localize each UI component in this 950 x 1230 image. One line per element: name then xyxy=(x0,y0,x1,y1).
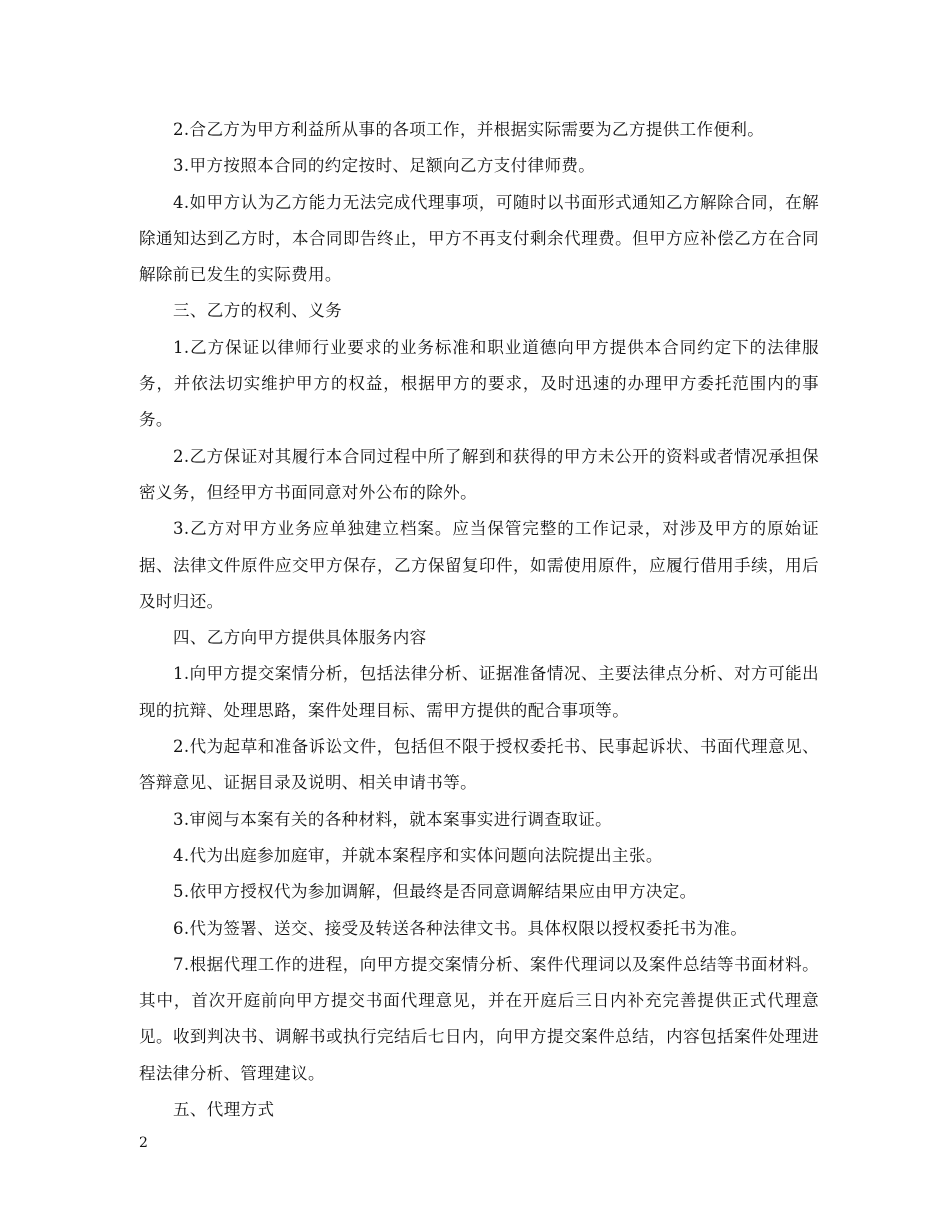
paragraph-c5: 5.依甲方授权代为参加调解，但最终是否同意调解结果应由甲方决定。 xyxy=(173,882,697,902)
paragraph-b3: 3.乙方对甲方业务应单独建立档案。应当保管完整的工作记录，对涉及甲方的原始证据、法律文件原件应交甲方保存，乙方保留复印件，如需使用原件，应履行借用手续，用后及时归还。 xyxy=(139,519,819,611)
document-body xyxy=(139,112,819,1128)
paragraph-a4: 4.如甲方认为乙方能力无法完成代理事项，可随时以书面形式通知乙方解除合同，在解除通知达到乙方时，本合同即告终止，甲方不再支付剩余代理费。但甲方应补偿乙方在合同解除前已发生的实际费用。 xyxy=(139,192,819,285)
section-heading-4: 四、乙方向甲方提供具体服务内容 xyxy=(173,628,427,648)
paragraph-a2: 2.合乙方为甲方利益所从事的各项工作，并根据实际需要为乙方提供工作便利。 xyxy=(173,120,765,139)
section-heading-5: 五、代理方式 xyxy=(173,1100,275,1120)
paragraph-a3: 3.甲方按照本合同的约定按时、足额向乙方支付律师费。 xyxy=(173,156,596,176)
page-number: 2 xyxy=(139,1135,148,1151)
paragraph-c6: 6.代为签署、送交、接受及转送各种法律文书。具体权限以授权委托书为准。 xyxy=(173,918,748,938)
section-heading-3: 三、乙方的权利、义务 xyxy=(173,301,342,321)
paragraph-c4: 4.代为出庭参加庭审，并就本案程序和实体问题向法院提出主张。 xyxy=(173,845,663,865)
paragraph-b2: 2.乙方保证对其履行本合同过程中所了解到和获得的甲方未公开的资料或者情况承担保密义务，但经甲方书面同意对外公布的除外。 xyxy=(139,446,819,502)
paragraph-c1: 1.向甲方提交案情分析，包括法律分析、证据准备情况、主要法律点分析、对方可能出现的抗辩、处理思路，案件处理目标、需甲方提供的配合事项等。 xyxy=(139,664,819,720)
paragraph-b1: 1.乙方保证以律师行业要求的业务标准和职业道德向甲方提供本合同约定下的法律服务，并依法切实维护甲方的权益，根据甲方的要求，及时迅速的办理甲方委托范围内的事务。 xyxy=(139,337,819,430)
paragraph-c2: 2.代为起草和准备诉讼文件，包括但不限于授权委托书、民事起诉状、书面代理意见、答辩意见、证据目录及说明、相关申请书等。 xyxy=(139,737,819,793)
paragraph-c7: 7.根据代理工作的进程，向甲方提交案情分析、案件代理词以及案件总结等书面材料。其中，首次开庭前向甲方提交书面代理意见，并在开庭后三日内补充完善提供正式代理意见。收到判决书、调解书或执行完结后七日内，向甲方提交案件总结，内容包括案件处理进程法律分析、管理建议。 xyxy=(139,954,819,1083)
paragraph-c3: 3.审阅与本案有关的各种材料，就本案事实进行调查取证。 xyxy=(173,809,613,829)
